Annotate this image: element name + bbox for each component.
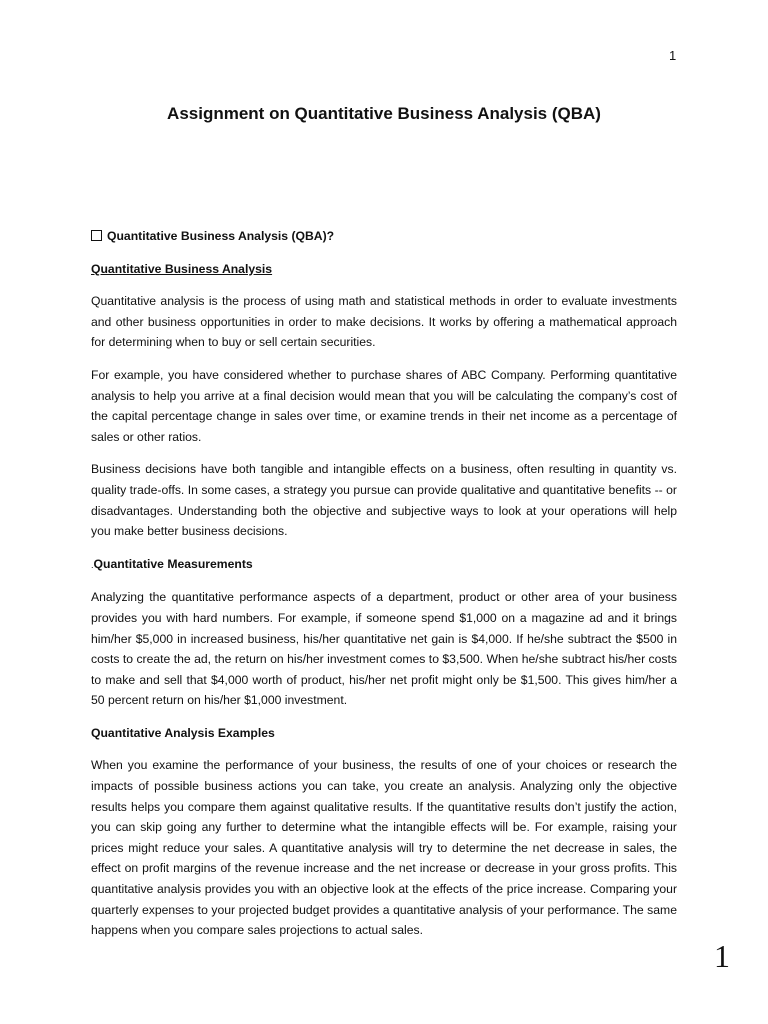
page-number-footer: 1 — [714, 938, 730, 974]
document-title: Assignment on Quantitative Business Analysis (QBA) — [167, 104, 601, 123]
measurements-prefix: . — [91, 559, 94, 570]
measurements-heading — [91, 554, 677, 576]
checkbox-icon — [91, 230, 102, 241]
paragraph-intro: Quantitative analysis is the process of using math and statistical methods in order to evaluate investments and other business opportunities in order to make decisions. It works by offering a mathematical approach for determining when to buy or sell certain securities. — [91, 294, 677, 350]
paragraph-measurements: Analyzing the quantitative performance aspects of a department, product or other area of your business provides you with hard numbers. For example, if someone spend $1,000 on a magazine ad and it brings him/her $5,000 in increased business, his/her quantitative net gain is $4,000. If he/she subtract the $500 in costs to create the ad, the return on his/her investment comes to $3,500. When he/she subtract his/her costs to make and sell that $4,000 worth of product, his/her net profit might only be $1,500. This gives him/her a 50 percent return on his/her $1,000 investment. — [91, 590, 677, 708]
document-body — [91, 226, 677, 953]
section-question — [91, 226, 677, 247]
section-question-text: Quantitative Business Analysis (QBA)? — [107, 229, 335, 243]
page-number-header: 1 — [669, 48, 677, 63]
paragraph-example: For example, you have considered whether to purchase shares of ABC Company. Performing quantitative analysis to help you arrive at a final decision would mean that you will be calculating the company’s cost of the capital percentage change in sales over time, or examine trends in their net income as a percentage of sales or other ratios. — [91, 367, 677, 444]
section-heading: Quantitative Business Analysis — [91, 261, 273, 276]
measurements-heading-text: Quantitative Measurements — [93, 556, 253, 571]
paragraph-examples: When you examine the performance of your business, the results of one of your choices or research the impacts of possible business actions you can take, you create an analysis. Analyzing only the objective results helps you compare them against qualitative results. If the quantitative results don’t justify the action, you can skip going any further to determine what the intangible effects will be. For example, raising your prices might reduce your sales. A quantitative analysis will try to determine the net decrease in sales, the effect on profit margins of the revenue increase and the net increase or decrease in your gross profits. This quantitative analysis provides you with an objective look at the effects of the price increase. Comparing your quarterly expenses to your projected budget provides a quantitative analysis of your performance. The same happens when you compare sales projections to actual sales. — [91, 758, 677, 938]
examples-heading: Quantitative Analysis Examples — [91, 725, 275, 740]
paragraph-decisions: Business decisions have both tangible and intangible effects on a business, often resulting in quantity vs. quality trade-offs. In some cases, a strategy you pursue can provide qualitative and quantitative benefits -- or disadvantages. Understanding both the objective and subjective ways to look at your operations will help you make better business decisions. — [91, 462, 677, 539]
